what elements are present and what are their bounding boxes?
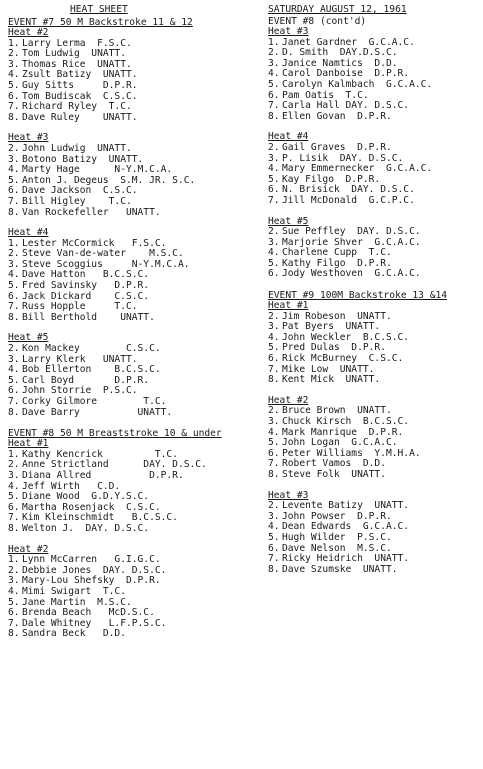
swimmer-entry: Gail Graves D.P.R. <box>282 141 392 153</box>
lane-number: 7. <box>268 553 280 565</box>
lane-number: 5. <box>8 596 20 608</box>
swimmer-entry: Zsult Batizy UNATT. <box>22 69 138 81</box>
swimmer-entry: Jeff Wirth C.D. <box>22 480 121 492</box>
lane-number: 7. <box>8 195 20 207</box>
lane-number: 5. <box>268 437 280 449</box>
event-title: EVENT #8 50 M Breaststroke 10 & under <box>8 428 222 440</box>
lane-number: 6. <box>268 89 280 101</box>
heat-title: Heat #2 <box>268 394 309 406</box>
event-continued-label: EVENT #8 (cont'd) <box>268 16 367 27</box>
right-column <box>268 0 480 585</box>
entry-row <box>268 375 480 386</box>
heat-block <box>268 27 480 122</box>
swimmer-entry: Kathy Filgo D.P.R. <box>282 257 392 269</box>
heat-block <box>268 217 480 281</box>
swimmer-entry: Dave Szumske UNATT. <box>282 563 398 575</box>
lane-number: 5. <box>268 257 280 269</box>
lane-number: 7. <box>8 512 20 524</box>
lane-number: 2. <box>8 248 20 260</box>
lane-number: 2. <box>8 48 20 60</box>
lane-number: 8. <box>8 206 20 218</box>
swimmer-entry: Dave Nelson M.S.C. <box>282 542 392 554</box>
swimmer-entry: Corky Gilmore T.C. <box>22 396 167 407</box>
entry-row <box>8 208 260 219</box>
entry-row <box>8 629 260 640</box>
lane-number: 2. <box>8 459 20 471</box>
heat-block <box>268 396 480 481</box>
lane-number: 8. <box>8 628 20 640</box>
lane-number: 6. <box>268 447 280 459</box>
swimmer-entry: Kon Mackey C.S.C. <box>22 343 161 355</box>
lane-number: 8. <box>268 468 280 480</box>
heat-title: Heat #1 <box>268 300 309 312</box>
event-title: EVENT #9 100M Backstroke 13 &14 <box>268 290 448 302</box>
lane-number: 5. <box>268 173 280 185</box>
swimmer-entry: Carl Boyd D.P.R. <box>22 374 150 386</box>
heat-block <box>8 133 260 218</box>
lane-number: 5. <box>8 280 20 292</box>
lane-number: 3. <box>8 575 20 587</box>
swimmer-entry: Marjorie Shver G.C.A.C. <box>282 236 421 248</box>
heat-title: Heat #4 <box>268 131 309 143</box>
heat-block <box>8 333 260 418</box>
lane-number: 6. <box>8 501 20 513</box>
lane-number: 2. <box>268 310 280 322</box>
lane-number: 8. <box>268 374 280 386</box>
lane-number: 3. <box>268 510 280 522</box>
swimmer-entry: Botono Batizy UNATT. <box>22 153 144 165</box>
swimmer-entry: Dave Barry UNATT. <box>22 406 173 418</box>
event-block <box>268 290 480 575</box>
swimmer-entry: John Powser D.P.R. <box>282 510 392 522</box>
lane-number: 2. <box>8 142 20 154</box>
swimmer-entry: Marty Hage N-Y.M.C.A. <box>22 164 173 176</box>
lane-number: 8. <box>268 563 280 575</box>
entry-row <box>8 81 260 92</box>
entry-row <box>8 471 260 482</box>
lane-number: 4. <box>268 426 280 438</box>
swimmer-entry: Thomas Rice UNATT. <box>22 58 132 70</box>
lane-number: 5. <box>268 531 280 543</box>
page-title: HEAT SHEET <box>70 4 128 15</box>
entry-row <box>268 196 480 207</box>
swimmer-entry: Peter Williams Y.M.H.A. <box>282 447 421 459</box>
lane-number: 6. <box>8 90 20 102</box>
swimmer-entry: John Logan G.C.A.C. <box>282 437 398 449</box>
heat-block <box>268 132 480 206</box>
lane-number: 3. <box>268 152 280 164</box>
lane-number: 8. <box>268 110 280 122</box>
swimmer-entry: Russ Hopple T.C. <box>22 301 138 313</box>
swimmer-entry: John Ludwig UNATT. <box>22 142 132 154</box>
lane-number: 2. <box>268 405 280 417</box>
lane-number: 2. <box>268 47 280 59</box>
swimmer-entry: Diana Allred D.P.R. <box>22 469 184 481</box>
swimmer-entry: Carla Hall DAY. D.S.C. <box>282 100 410 112</box>
swimmer-entry: Carol Danboise D.P.R. <box>282 68 410 80</box>
heat-block <box>8 545 260 640</box>
lane-number: 3. <box>268 57 280 69</box>
swimmer-entry: Kim Kleinschmidt B.C.S.C. <box>22 512 178 524</box>
lane-number: 4. <box>8 164 20 176</box>
lane-number: 7. <box>268 363 280 375</box>
lane-number: 6. <box>268 184 280 196</box>
lane-number: 3. <box>8 353 20 365</box>
swimmer-entry: Steve Van-de-water M.S.C. <box>22 248 184 260</box>
swimmer-entry: Mary Emmernecker G.C.A.C. <box>282 163 433 175</box>
swimmer-entry: Jane Martin M.S.C. <box>22 596 132 608</box>
swimmer-entry: Robert Vamos D.D. <box>282 458 386 470</box>
swimmer-entry: Lester McCormick F.S.C. <box>22 237 167 249</box>
lane-number: 4. <box>8 69 20 81</box>
swimmer-entry: Larry Klerk UNATT. <box>22 353 138 365</box>
swimmer-entry: Mark Manrique D.P.R. <box>282 426 404 438</box>
swimmer-entry: Steve Folk UNATT. <box>282 468 386 480</box>
lane-number: 6. <box>8 290 20 302</box>
lane-number: 6. <box>268 268 280 280</box>
swimmer-entry: Mimi Swigart T.C. <box>22 585 126 597</box>
lane-number: 2. <box>268 226 280 238</box>
event-block <box>8 17 260 418</box>
entry-row <box>268 112 480 123</box>
swimmer-entry: Lynn McCarren G.I.G.C. <box>22 554 161 566</box>
lane-number: 3. <box>8 258 20 270</box>
lane-number: 8. <box>8 111 20 123</box>
event-title: EVENT #7 50 M Backstroke 11 & 12 <box>8 17 193 28</box>
lane-number: 5. <box>268 342 280 354</box>
lane-number: 3. <box>268 416 280 427</box>
swimmer-entry: Martha Rosenjack C.S.C. <box>22 501 161 513</box>
swimmer-entry: Debbie Jones DAY. D.S.C. <box>22 564 167 576</box>
swimmer-entry: Ricky Heidrich UNATT. <box>282 553 410 565</box>
lane-number: 6. <box>268 542 280 554</box>
lane-number: 4. <box>8 480 20 492</box>
lane-number: 1. <box>268 36 280 48</box>
left-events <box>8 17 260 640</box>
swimmer-entry: Bill Higley T.C. <box>22 195 132 207</box>
lane-number: 7. <box>8 301 20 313</box>
swimmer-entry: Jack Dickard C.S.C. <box>22 290 150 302</box>
swimmer-entry: Janice Namtics D.D. <box>282 57 398 69</box>
swimmer-entry: Fred Savinsky D.P.R. <box>22 280 150 292</box>
lane-number: 8. <box>8 406 20 418</box>
swimmer-entry: Guy Sitts D.P.R. <box>22 79 138 91</box>
swimmer-entry: John Storrie P.S.C. <box>22 385 138 397</box>
swimmer-entry: Jill McDonald G.C.P.C. <box>282 194 415 206</box>
swimmer-entry: Dean Edwards G.C.A.C. <box>282 521 410 533</box>
lane-number: 7. <box>8 396 20 407</box>
heat-block <box>8 228 260 323</box>
swimmer-entry: Pam Oatis T.C. <box>282 89 369 101</box>
lane-number: 6. <box>8 385 20 397</box>
swimmer-entry: Mary-Lou Shefsky D.P.R. <box>22 575 161 587</box>
entry-row <box>8 313 260 324</box>
heat-block <box>268 491 480 576</box>
swimmer-entry: Pat Byers UNATT. <box>282 321 381 333</box>
lane-number: 1. <box>8 448 20 460</box>
lane-number: 5. <box>8 174 20 186</box>
entry-row <box>268 417 480 428</box>
lane-number: 2. <box>8 343 20 355</box>
swimmer-entry: Charlene Cupp T.C. <box>282 247 392 259</box>
entry-row <box>8 408 260 419</box>
right-events <box>268 27 480 575</box>
swimmer-entry: Janet Gardner G.C.A.C. <box>282 36 415 48</box>
swimmer-entry: Pred Dulas D.P.R. <box>282 342 386 354</box>
swimmer-entry: Carolyn Kalmbach G.C.A.C. <box>282 78 433 90</box>
lane-number: 2. <box>8 564 20 576</box>
lane-number: 4. <box>8 364 20 376</box>
heat-title: Heat #2 <box>8 543 49 555</box>
swimmer-entry: Kathy Kencrick T.C. <box>22 448 178 460</box>
entry-row <box>268 143 480 154</box>
heat-title: Heat #3 <box>268 489 309 501</box>
swimmer-entry: Bob Ellerton B.C.S.C. <box>22 364 161 376</box>
swimmer-entry: Brenda Beach McD.S.C. <box>22 607 155 619</box>
lane-number: 7. <box>268 194 280 206</box>
lane-number: 4. <box>268 521 280 533</box>
lane-number: 5. <box>8 491 20 503</box>
swimmer-entry: Tom Ludwig UNATT. <box>22 48 126 60</box>
lane-number: 3. <box>8 153 20 165</box>
entry-row <box>268 470 480 481</box>
entry-row <box>268 80 480 91</box>
lane-number: 5. <box>8 374 20 386</box>
swimmer-entry: Van Rockefeller UNATT. <box>22 206 161 218</box>
lane-number: 3. <box>268 321 280 333</box>
swimmer-entry: N. Brisick DAY. D.S.C. <box>282 184 415 196</box>
lane-number: 5. <box>8 79 20 91</box>
swimmer-entry: Ellen Govan D.P.R. <box>282 110 392 122</box>
heat-title: Heat #1 <box>8 438 49 450</box>
swimmer-entry: Levente Batizy UNATT. <box>282 500 410 512</box>
heat-title: Heat #2 <box>8 27 49 38</box>
lane-number: 4. <box>268 247 280 259</box>
entry-row <box>8 397 260 408</box>
swimmer-entry: Mike Low UNATT. <box>282 363 375 375</box>
swimmer-entry: Larry Lerma F.S.C. <box>22 37 132 49</box>
lane-number: 8. <box>8 311 20 323</box>
swimmer-entry: Kent Mick UNATT. <box>282 374 381 386</box>
lane-number: 5. <box>268 78 280 90</box>
heat-block <box>8 28 260 123</box>
lane-number: 7. <box>8 617 20 629</box>
swimmer-entry: Kay Filgo D.P.R. <box>282 173 381 185</box>
heat-title: Heat #3 <box>268 26 309 37</box>
lane-number: 3. <box>8 469 20 481</box>
lane-number: 6. <box>8 185 20 197</box>
entry-row <box>268 533 480 544</box>
lane-number: 6. <box>8 607 20 619</box>
lane-number: 7. <box>268 100 280 112</box>
swimmer-entry: Bill Berthold UNATT. <box>22 311 155 323</box>
left-column <box>8 0 260 650</box>
heat-title: Heat #3 <box>8 132 49 144</box>
swimmer-entry: Jody Westhoven G.C.A.C. <box>282 268 421 280</box>
lane-number: 4. <box>268 163 280 175</box>
heat-title: Heat #5 <box>268 215 309 227</box>
date-title: SATURDAY AUGUST 12, 1961 <box>268 4 407 15</box>
swimmer-entry: Sue Peffley DAY. D.S.C. <box>282 226 421 238</box>
swimmer-entry: P. Lisik DAY. D.S.C. <box>282 152 404 164</box>
swimmer-entry: Welton J. DAY. D.S.C. <box>22 522 150 534</box>
swimmer-entry: Bruce Brown UNATT. <box>282 405 392 417</box>
heat-title: Heat #5 <box>8 332 49 344</box>
lane-number: 1. <box>8 37 20 49</box>
heat-block <box>268 301 480 386</box>
lane-number: 4. <box>8 269 20 281</box>
lane-number: 2. <box>268 141 280 153</box>
swimmer-entry: Sandra Beck D.D. <box>22 628 126 640</box>
swimmer-entry: Diane Wood G.D.Y.S.C. <box>22 491 150 503</box>
lane-number: 1. <box>8 554 20 566</box>
swimmer-entry: Dave Jackson C.S.C. <box>22 185 138 197</box>
lane-number: 7. <box>268 458 280 470</box>
swimmer-entry: Chuck Kirsch B.C.S.C. <box>282 416 410 427</box>
lane-number: 2. <box>268 500 280 512</box>
event-block <box>268 27 480 280</box>
swimmer-entry: Anton J. Degeus S.M. JR. S.C. <box>22 174 196 186</box>
swimmer-entry: Rick McBurney C.S.C. <box>282 353 404 365</box>
swimmer-entry: John Weckler B.C.S.C. <box>282 331 410 343</box>
event-block <box>8 428 260 640</box>
entry-row <box>8 587 260 598</box>
swimmer-entry: Jim Robeson UNATT. <box>282 310 392 322</box>
entry-row <box>8 113 260 124</box>
lane-number: 3. <box>268 236 280 248</box>
swimmer-entry: D. Smith DAY.D.S.C. <box>282 47 398 59</box>
lane-number: 6. <box>268 353 280 365</box>
lane-number: 3. <box>8 58 20 70</box>
swimmer-entry: Tom Budiscak C.S.C. <box>22 90 138 102</box>
heat-block <box>8 439 260 534</box>
swimmer-entry: Steve Scoggius N-Y.M.C.A. <box>22 258 190 270</box>
lane-number: 4. <box>268 331 280 343</box>
lane-number: 4. <box>268 68 280 80</box>
entry-row <box>8 524 260 535</box>
entry-row <box>268 565 480 576</box>
swimmer-entry: Dave Ruley UNATT. <box>22 111 138 123</box>
swimmer-entry: Anne Strictland DAY. D.S.C. <box>22 459 207 471</box>
lane-number: 7. <box>8 101 20 113</box>
swimmer-entry: Dale Whitney L.F.P.S.C. <box>22 617 167 629</box>
lane-number: 1. <box>8 237 20 249</box>
lane-number: 4. <box>8 585 20 597</box>
heat-title: Heat #4 <box>8 227 49 239</box>
lane-number: 8. <box>8 522 20 534</box>
swimmer-entry: Richard Ryley T.C. <box>22 101 132 113</box>
swimmer-entry: Dave Hatton B.C.S.C. <box>22 269 150 281</box>
entry-row <box>8 144 260 155</box>
entry-row <box>268 269 480 280</box>
entry-row <box>8 197 260 208</box>
swimmer-entry: Hugh Wilder P.S.C. <box>282 531 392 543</box>
